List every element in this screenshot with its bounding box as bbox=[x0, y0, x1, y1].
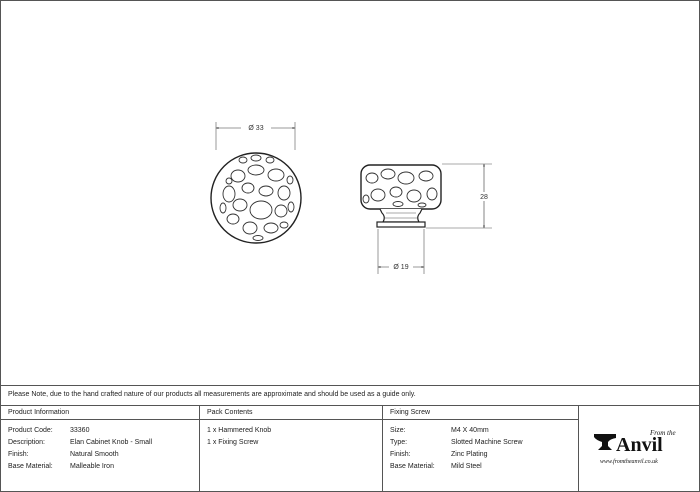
product-code-label: Product Code: bbox=[8, 427, 53, 434]
knob-top-view bbox=[211, 153, 301, 243]
top-diameter-dimension bbox=[216, 122, 295, 150]
screw-size-label: Size: bbox=[390, 427, 406, 434]
screw-type-value: Slotted Machine Screw bbox=[451, 439, 523, 446]
logo-from-the: From the bbox=[650, 429, 676, 437]
screw-material-label: Base Material: bbox=[390, 463, 435, 470]
base-material-value: Malleable Iron bbox=[70, 463, 114, 470]
base-diameter-label: Ø 19 bbox=[393, 264, 409, 271]
pack-item: 1 x Fixing Screw bbox=[207, 439, 259, 446]
screw-size-value: M4 X 40mm bbox=[451, 427, 489, 434]
height-label: 28 bbox=[480, 194, 488, 201]
divider-3 bbox=[578, 405, 579, 492]
screw-finish-value: Zinc Plating bbox=[451, 451, 488, 458]
screw-finish-label: Finish: bbox=[390, 451, 411, 458]
finish-label: Finish: bbox=[8, 451, 29, 458]
logo-brand: Anvil bbox=[616, 434, 663, 456]
section-header-border bbox=[0, 405, 700, 406]
base-diameter-dimension bbox=[378, 229, 424, 274]
finish-value: Natural Smooth bbox=[70, 451, 119, 458]
screw-material-value: Mild Steel bbox=[451, 463, 482, 470]
product-code-value: 33360 bbox=[70, 427, 90, 434]
divider-2 bbox=[382, 405, 383, 492]
fixing-screw-title: Fixing Screw bbox=[390, 409, 431, 416]
top-diameter-label: Ø 33 bbox=[248, 125, 264, 132]
logo-url: www.fromtheanvil.co.uk bbox=[600, 459, 658, 465]
product-info-title: Product Information bbox=[8, 409, 70, 416]
from-the-anvil-logo bbox=[586, 420, 690, 470]
title-block-top-border bbox=[0, 385, 700, 386]
section-header-bottom-border bbox=[0, 419, 578, 420]
disclaimer-note: Please Note, due to the hand crafted nature of our products all measurements are approximate and should be used as a guide only. bbox=[8, 391, 416, 398]
base-material-label: Base Material: bbox=[8, 463, 53, 470]
pack-item: 1 x Hammered Knob bbox=[207, 427, 272, 434]
divider-1 bbox=[199, 405, 200, 492]
pack-contents-title: Pack Contents bbox=[207, 409, 253, 416]
knob-side-view bbox=[361, 165, 441, 227]
description-value: Elan Cabinet Knob - Small bbox=[70, 439, 153, 446]
description-label: Description: bbox=[8, 439, 45, 446]
screw-type-label: Type: bbox=[390, 439, 408, 446]
